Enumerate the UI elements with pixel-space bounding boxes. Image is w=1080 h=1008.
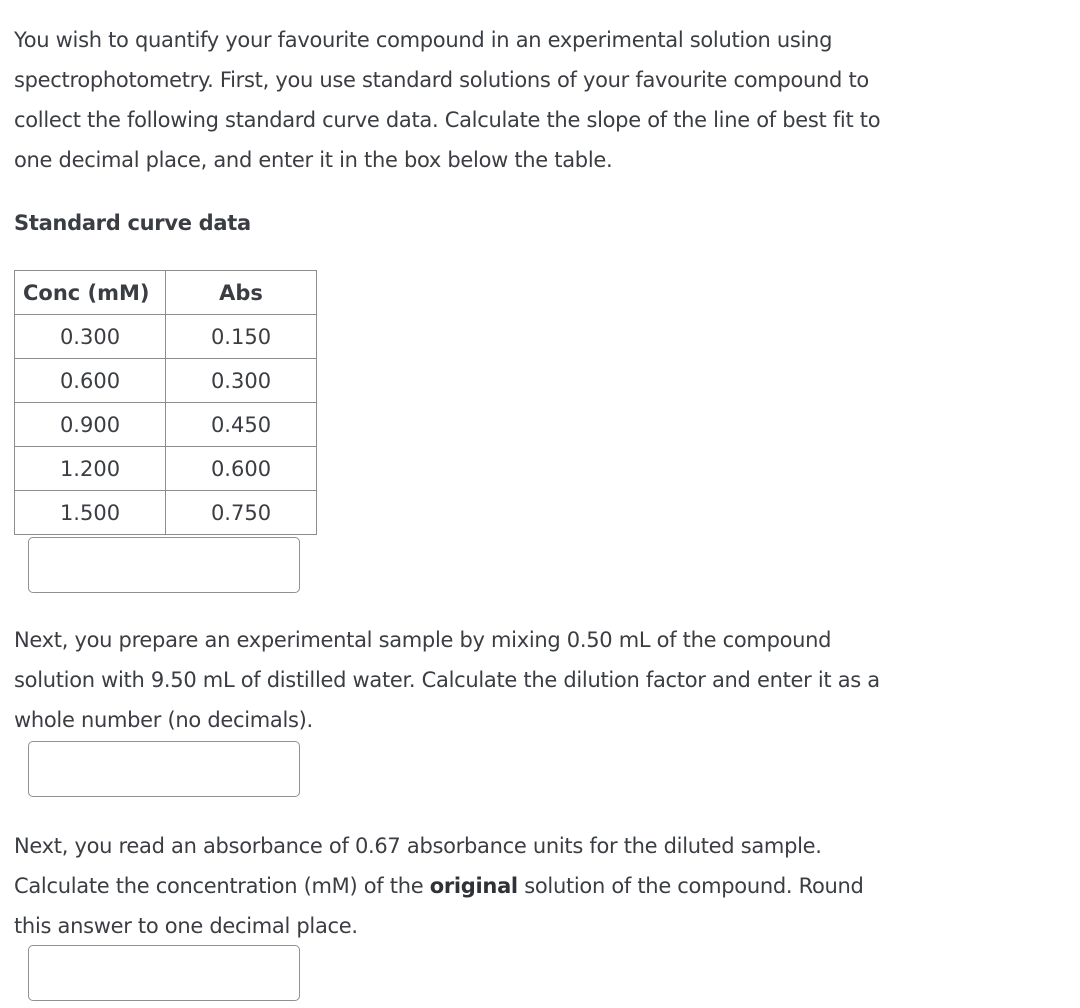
cell-conc: 0.300 — [15, 315, 166, 359]
question-text: Calculate the concentration (mM) of the — [14, 874, 430, 898]
column-header-abs: Abs — [166, 271, 317, 315]
cell-conc: 0.900 — [15, 403, 166, 447]
question-line: Next, you read an absorbance of 0.67 absorbance units for the diluted sample. — [14, 834, 822, 858]
intro-line: spectrophotometry. First, you use standard solutions of your favourite compound to — [14, 68, 869, 92]
question-text: solution of the compound. Round — [517, 874, 864, 898]
question-line — [14, 866, 864, 906]
question-line: this answer to one decimal place. — [14, 914, 358, 938]
cell-abs: 0.750 — [166, 491, 317, 535]
table-row — [15, 447, 317, 491]
table-row — [15, 359, 317, 403]
intro-line: You wish to quantify your favourite compound in an experimental solution using — [14, 28, 833, 52]
table-row — [15, 491, 317, 535]
cell-conc: 1.200 — [15, 447, 166, 491]
question-line: whole number (no decimals). — [14, 708, 313, 732]
dilution-factor-answer-input[interactable] — [28, 741, 300, 797]
cell-abs: 0.600 — [166, 447, 317, 491]
concentration-question — [14, 826, 864, 946]
question-line: solution with 9.50 mL of distilled water. Calculate the dilution factor and enter it as a — [14, 668, 880, 692]
cell-abs: 0.150 — [166, 315, 317, 359]
column-header-conc: Conc (mM) — [15, 271, 166, 315]
standard-curve-table — [14, 270, 317, 535]
cell-conc: 0.600 — [15, 359, 166, 403]
intro-line: one decimal place, and enter it in the box below the table. — [14, 148, 613, 172]
question-line: Next, you prepare an experimental sample by mixing 0.50 mL of the compound — [14, 628, 832, 652]
cell-abs: 0.450 — [166, 403, 317, 447]
emphasis-original: original — [429, 874, 518, 898]
concentration-answer-input[interactable] — [28, 945, 300, 1001]
table-header-row — [15, 271, 317, 315]
cell-abs: 0.300 — [166, 359, 317, 403]
table-title: Standard curve data — [14, 211, 251, 235]
table-row — [15, 403, 317, 447]
intro-paragraph — [14, 20, 880, 180]
cell-conc: 1.500 — [15, 491, 166, 535]
dilution-question — [14, 620, 880, 740]
intro-line: collect the following standard curve data. Calculate the slope of the line of best fit to — [14, 108, 881, 132]
slope-answer-input[interactable] — [28, 537, 300, 593]
table-row — [15, 315, 317, 359]
